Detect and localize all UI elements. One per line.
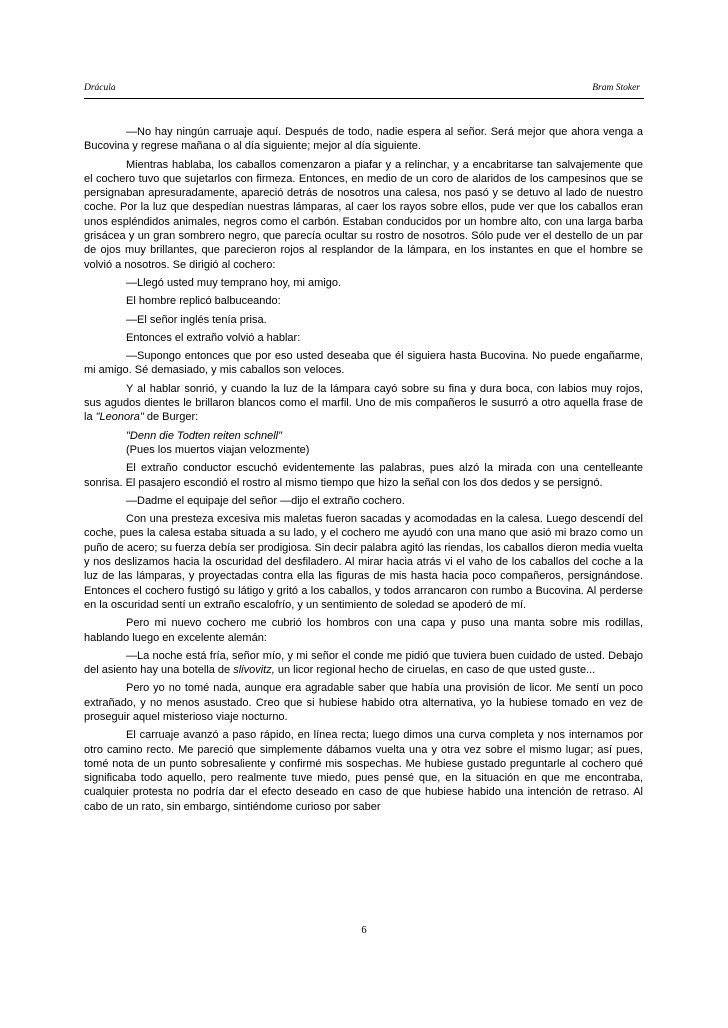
paragraph: —Llegó usted muy temprano hoy, mi amigo.: [126, 276, 342, 289]
paragraph: Mientras hablaba, los caballos comenzaron a piafar y a relinchar, y a encabritarse tan salvajemente que el cochero tuvo que sujetarlos con firmeza. Entonces, en medio de un coro de alaridos de los campesinos que se persignaban apresuradamente, apareció detrás de nosotros una calesa, nos pasó y se detuvo al lado de nuestro coche. Por la luz que despedían nuestras lámparas, al caer los rayos sobre ellos, pude ver que los caballos eran unos espléndidos animales, negros como el carbón. Estaban conducidos por un hombre alto, con una larga barba grisácea y un gran sombrero negro, que parecía ocultar su rostro de nosotros. Sólo pude ver el destello de un par de ojos muy brillantes, que parecieron rojos al resplandor de la lámpara, en los instantes en que el hombre se volvió a nosotros. Se dirigió al cochero:: [84, 158, 643, 271]
paragraph: El carruaje avanzó a paso rápido, en línea recta; luego dimos una curva completa y nos internamos por otro camino recto. Me pareció que simplemente dábamos vuelta una y otra vez sobre el mismo lugar; así pues, tomé nota de un punto sobresaliente y confirmé mis sospechas. Me hubiese gustado preguntarle al cochero qué significaba todo aquello, pero realmente tuve miedo, pues pensé que, en la situación en que me encontraba, cualquier protesta no podría dar el efecto deseado en caso de que hubiese habido una intención de retraso. Al cabo de un rato, sin embargo, sintiéndome curioso por saber: [84, 729, 643, 813]
paragraph: —Supongo entonces que por eso usted deseaba que él siguiera hasta Bucovina. No puede engañarme, mi amigo. Sé demasiado, y mis caballos son veloces.: [84, 350, 643, 377]
text-run: —La noche está fría, señor mío, y mi señor el conde me pidió que tuviera buen cuidado de usted. Debajo del asiento hay una botella de: [84, 649, 643, 677]
paragraph: Pero yo no tomé nada, aunque era agradable saber que había una provisión de licor. Me sentí un poco extrañado, y no menos asustado. Creo que si hubiese habido otra alternativa, yo la hubiese tomado en vez de proseguir aquel misterioso viaje nocturno.: [84, 682, 643, 723]
paragraph: Pero mi nuevo cochero me cubrió los hombros con una capa y puso una manta sobre mis rodillas, hablando luego en excelente alemán:: [84, 617, 643, 644]
page-number: 6: [361, 925, 367, 936]
header-book-title: Drácula: [84, 83, 116, 93]
paragraph: —No hay ningún carruaje aquí. Después de todo, nadie espera al señor. Será mejor que ahora venga a Bucovina y regrese mañana o al día siguiente; mejor al día siguiente.: [84, 126, 643, 153]
verse-line-translation: (Pues los muertos viajan velozmente): [126, 443, 310, 456]
italic-term: slivovitz,: [233, 664, 275, 677]
page-body: [84, 125, 643, 818]
text-run: un licor regional hecho de ciruelas, en caso de que usted guste...: [274, 664, 596, 677]
paragraph: El hombre replicó balbuceando:: [126, 295, 281, 308]
paragraph: [84, 382, 643, 425]
italic-title: "Leonora": [95, 411, 144, 424]
verse-line-german: "Denn die Todten reiten schnell": [126, 429, 283, 442]
text-run: Y al hablar sonrió, y cuando la luz de la lámpara cayó sobre su fina y dura boca, con labios muy rojos, sus agudos dientes le brillaron blancos como el marfil. Uno de mis compañeros le susurró a otro aquella frase de la: [84, 382, 643, 424]
verse-quote: [84, 429, 643, 458]
header-author: Bram Stoker: [592, 83, 640, 93]
paragraph: Con una presteza excesiva mis maletas fueron sacadas y acomodadas en la calesa. Luego descendí del coche, pues la calesa estaba situada a su lado, y el cochero me ayudó con una mano que asió mi brazo como un puño de acero; su fuerza debía ser prodigiosa. Sin decir palabra agitó las riendas, los caballos dieron media vuelta y nos deslizamos hacia la oscuridad del desfiladero. Al mirar hacia atrás vi el vaho de los caballos del coche a la luz de las lámparas, y proyectadas contra ella las figuras de mis hasta hacia poco compañeros, persignándose. Entonces el cochero fustigó su látigo y gritó a los caballos, y todos arrancaron con rumbo a Bucovina. Al perderse en la oscuridad sentí un extraño escalofrío, y un sentimiento de soledad se apoderó de mí.: [84, 513, 643, 611]
paragraph: Entonces el extraño volvió a hablar:: [126, 331, 301, 344]
running-header: [84, 82, 644, 99]
text-run: de Burger:: [143, 411, 199, 424]
paragraph: [84, 649, 643, 678]
paragraph: —El señor inglés tenía prisa.: [126, 313, 267, 326]
paragraph: —Dadme el equipaje del señor —dijo el extraño cochero.: [126, 494, 405, 507]
paragraph: El extraño conductor escuchó evidentemente las palabras, pues alzó la mirada con una centelleante sonrisa. El pasajero escondió el rostro al mismo tiempo que hizo la señal con los dos dedos y se persignó.: [84, 462, 643, 489]
